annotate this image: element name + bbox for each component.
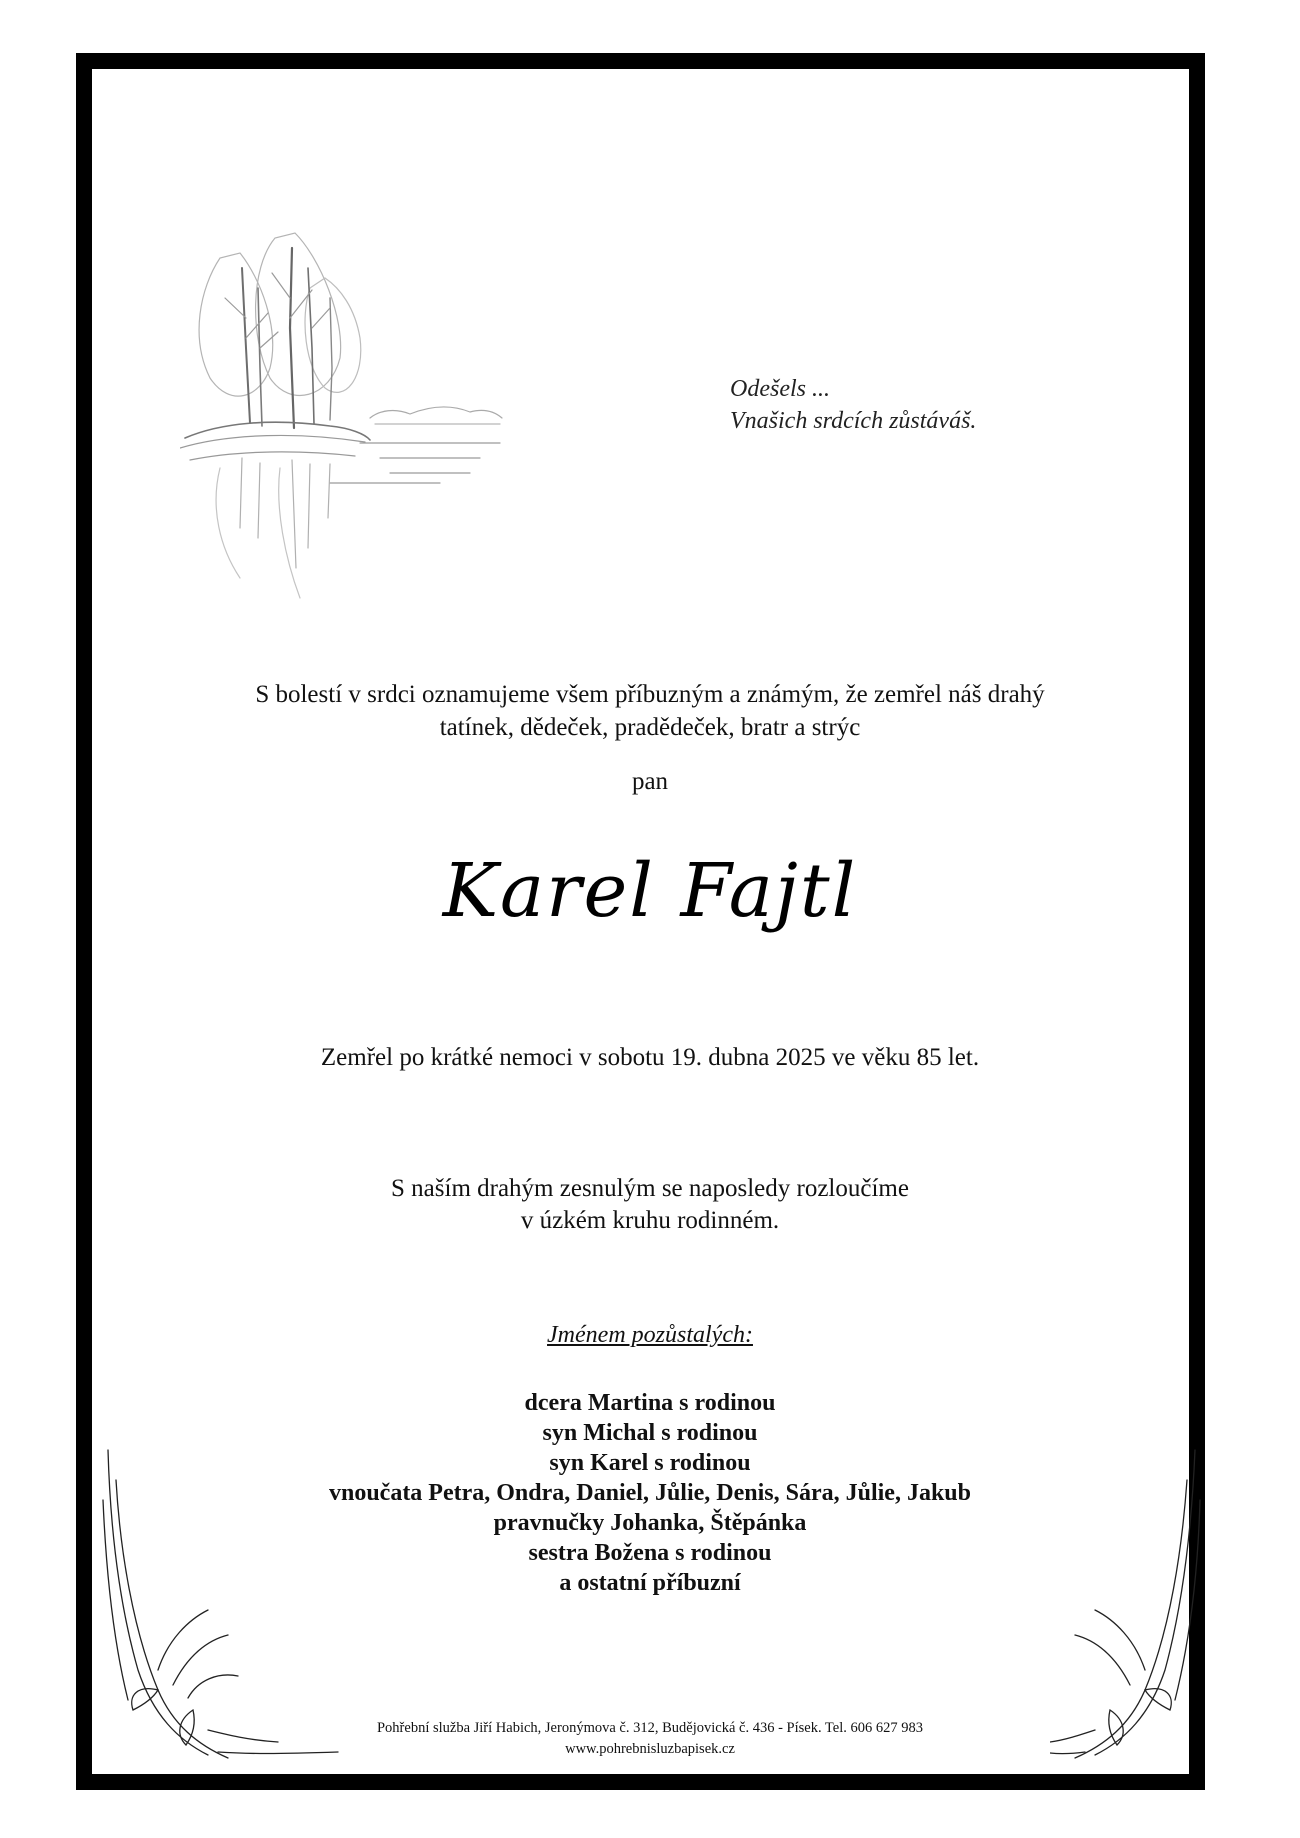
announcement-line-2: tatínek, dědeček, pradědeček, bratr a strýc [439, 714, 861, 741]
announcement-text [0, 678, 1300, 744]
funeral-service-contact: Pohřební služba Jiří Habich, Jeronýmova č. 312, Budějovická č. 436 - Písek. Tel. 606 627 983 [376, 1720, 923, 1736]
motto-line-2: Vnašich srdcích zůstáváš. [730, 408, 977, 434]
survivor-item: pravnučky Johanka, Štěpánka [493, 1510, 807, 1536]
farewell-line-1: S naším drahým zesnulým se naposledy rozloučíme [391, 1175, 909, 1202]
motto [730, 373, 976, 437]
funeral-service-website: www.pohrebnisluzbapisek.cz [565, 1741, 735, 1757]
landscape-sketch-illustration [180, 228, 510, 618]
survivor-item: a ostatní příbuzní [559, 1570, 741, 1596]
motto-line-1: Odešels ... [730, 376, 830, 402]
farewell-line-2: v úzkém kruhu rodinném. [520, 1207, 780, 1234]
survivor-item: syn Karel s rodinou [549, 1450, 751, 1476]
footer-text [0, 1718, 1300, 1760]
farewell-text [0, 1173, 1300, 1237]
survivor-item: vnoučata Petra, Ondra, Daniel, Jůlie, Denis, Sára, Jůlie, Jakub [328, 1480, 972, 1506]
survivor-item: syn Michal s rodinou [542, 1420, 758, 1446]
deceased-name: Karel Fajtl [442, 848, 858, 934]
title-word: pan [631, 768, 669, 795]
announcement-line-1: S bolestí v srdci oznamujeme všem příbuzným a známým, že zemřel náš drahý [255, 681, 1045, 708]
survivor-item: sestra Božena s rodinou [528, 1540, 772, 1566]
survivors-heading: Jménem pozůstalých: [547, 1322, 753, 1348]
survivor-item: dcera Martina s rodinou [524, 1390, 776, 1416]
death-info: Zemřel po krátké nemoci v sobotu 19. dubna 2025 ve věku 85 let. [320, 1044, 980, 1071]
